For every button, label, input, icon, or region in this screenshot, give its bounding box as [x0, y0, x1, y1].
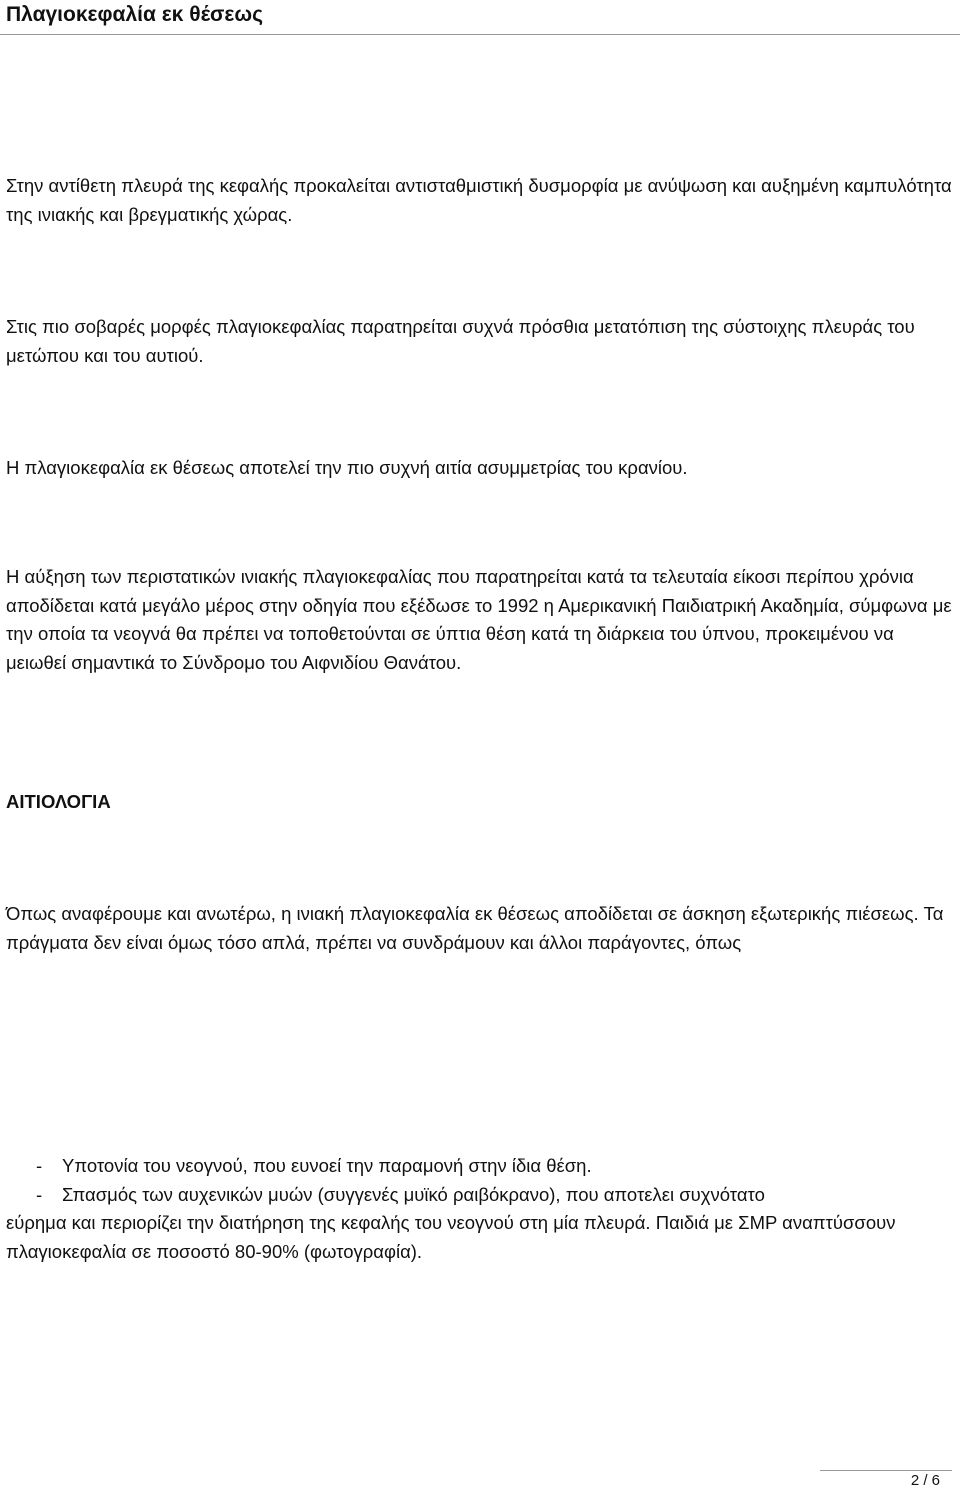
paragraph-compensatory-deformity: Στην αντίθετη πλευρά της κεφαλής προκαλείται αντισταθμιστική δυσμορφία με ανύψωση και αυξημένη καμπυλότητα της ινιακής και βρεγματικής χώρας. — [6, 175, 952, 225]
bullet-text-torticollis-continued: εύρημα και περιορίζει την διατήρηση της κεφαλής του νεογνού στη μία πλευρά. Παιδιά με ΣΜΡ αναπτύσσουν πλαγιοκεφαλία σε ποσοστό 80-90% (φωτογραφία). — [6, 1212, 896, 1262]
bullet-list — [6, 1152, 952, 1266]
paragraph-aetiology-intro: Όπως αναφέρουμε και ανωτέρω, η ινιακή πλαγιοκεφαλία εκ θέσεως αποδίδεται σε άσκηση εξωτερικής πιέσεως. Τα πράγματα δεν είναι όμως τόσο απλά, πρέπει να συνδράμουν και άλλοι παράγοντες, όπως — [6, 903, 944, 953]
paragraph-severe-forms: Στις πιο σοβαρές μορφές πλαγιοκεφαλίας παρατηρείται συχνά πρόσθια μετατόπιση της σύστοιχης πλευράς του μετώπου και του αυτιού. — [6, 316, 915, 366]
page-title: Πλαγιοκεφαλία εκ θέσεως — [6, 3, 264, 26]
footer-divider — [820, 1470, 952, 1471]
paragraph-increase-cases: Η αύξηση των περιστατικών ινιακής πλαγιοκεφαλίας που παρατηρείται κατά τα τελευταία είκοσι περίπου χρόνια αποδίδεται κατά μεγάλο μέρος στην οδηγία που εξέδωσε το 1992 η Αμερικανική Παιδιατρική Ακαδημία, σύμφωνα με την οποία τα νεογνά θα πρέπει να τοποθετούνται σε ύπτια θέση κατά τη διάρκεια του ύπνου, προκειμένου να μειωθεί σημαντικά το Σύνδρομο του Αιφνιδίου Θανάτου. — [6, 566, 952, 673]
list-item — [6, 1181, 952, 1210]
page-number: 2 / 6 — [910, 1472, 940, 1489]
bullet-text-torticollis: Σπασμός των αυχενικών μυών (συγγενές μυϊκό ραιβόκρανο), που αποτελει συχνότατο — [62, 1183, 765, 1205]
paragraph-most-common-cause: Η πλαγιοκεφαλία εκ θέσεως αποτελεί την πιο συχνή αιτία ασυμμετρίας του κρανίου. — [6, 457, 688, 478]
bullet-text-hypotonia: Υποτονία του νεογνού, που ευνοεί την παραμονή στην ίδια θέση. — [62, 1155, 592, 1176]
section-heading-aetiology: ΑΙΤΙΟΛΟΓΙΑ — [6, 791, 111, 812]
bullet-dash: - — [36, 1183, 43, 1205]
bullet-dash: - — [36, 1155, 43, 1176]
list-item — [6, 1152, 952, 1181]
header-divider — [0, 34, 960, 35]
